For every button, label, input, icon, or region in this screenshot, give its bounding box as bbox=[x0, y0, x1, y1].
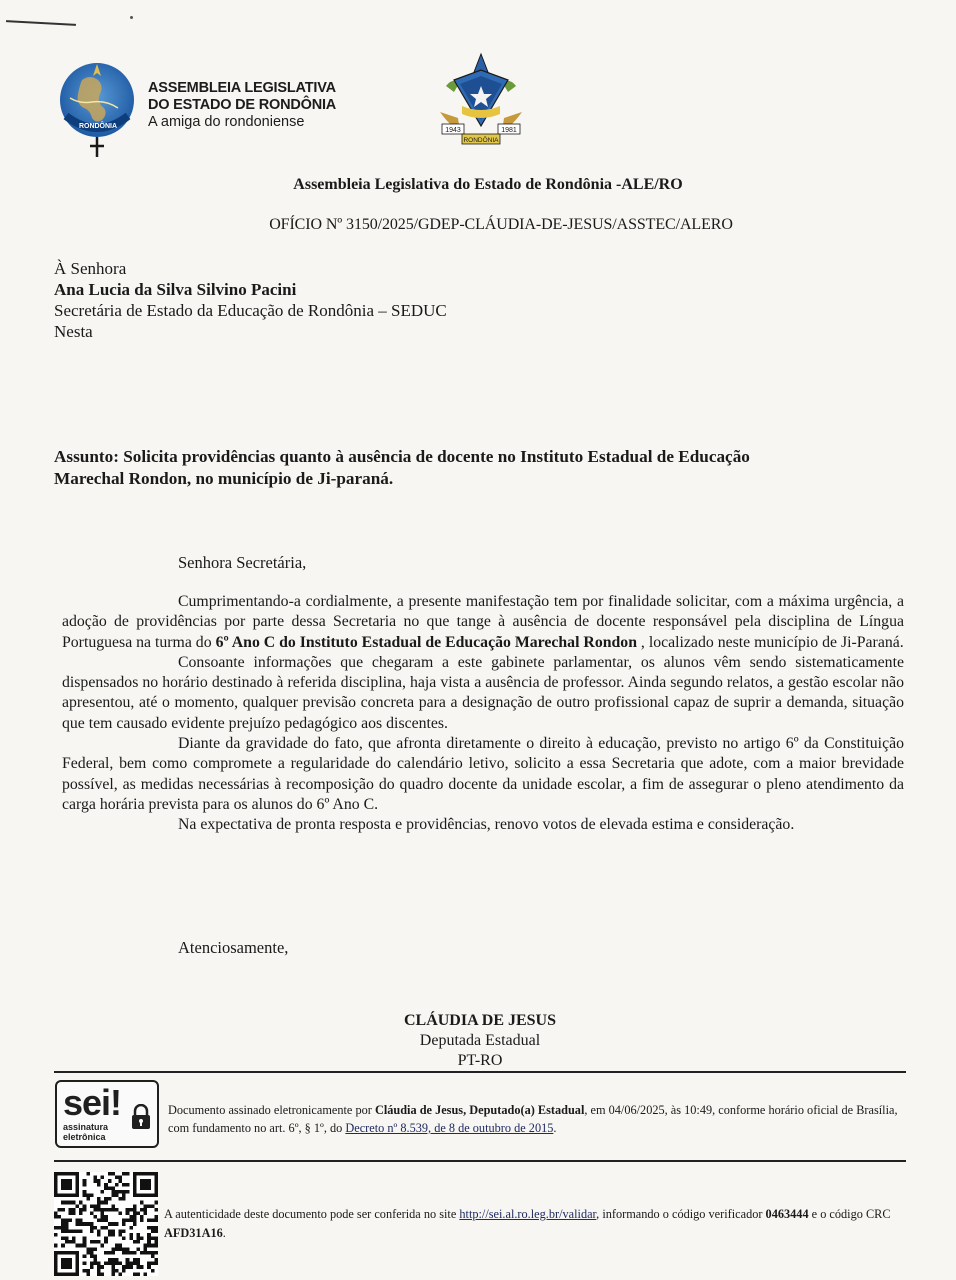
rondonia-coat-of-arms-icon bbox=[432, 50, 530, 148]
greeting: Senhora Secretária, bbox=[178, 553, 307, 572]
decree-link[interactable]: Decreto nº 8.539, de 8 de outubro de 2015 bbox=[345, 1121, 554, 1135]
paragraph-1-emphasis: 6º Ano C do Instituto Estadual de Educação Marechal Rondon bbox=[215, 633, 637, 651]
scan-artifact-dot bbox=[130, 16, 133, 19]
institution-title: Assembleia Legislativa do Estado de Rondônia -ALE/RO bbox=[293, 176, 683, 193]
paragraph-2: Consoante informações que chegaram a este gabinete parlamentar, os alunos vêm sendo sistematicamente dispensados no horário destinado à referida disciplina, haja vista a ausência de professor. Ainda segundo relatos, a gestão escolar não apresentou, até o momento, qualquer previsão concreta para a designação de outro profissional capaz de suprir a demanda, situação que tem causado evidente prejuízo pedagógico aos discentes. bbox=[62, 653, 904, 732]
footer-divider-top bbox=[54, 1071, 906, 1073]
crest-year-left: 1943 bbox=[445, 127, 461, 134]
ale-globe-logo-icon bbox=[52, 58, 142, 163]
paragraph-1: Cumprimentando-a cordialmente, a presente manifestação tem por finalidade solicitar, com a máxima urgência, a adoção de providências por parte dessa Secretaria no que tange à ausência de docente responsável pela disciplina de Língua Portuguesa na turma do 6º Ano C do Instituto Estadual de Educação Marechal Rondon , localizado neste município de Ji-Paraná. bbox=[62, 593, 904, 651]
electronic-signature-notice: Documento assinado eletronicamente por Cláudia de Jesus, Deputado(a) Estadual, em 04/06/2025, às 10:49, conforme horário oficial de Brasília, com fundamento no art. 6º, § 1º, do Decreto nº 8.539, de 8 de outubro de 2015. bbox=[168, 1103, 898, 1135]
ale-wordmark-slogan: A amiga do rondoniense bbox=[148, 114, 305, 130]
signature-signer: Cláudia de Jesus, Deputado(a) Estadual bbox=[374, 1103, 585, 1117]
signer-name: CLÁUDIA DE JESUS bbox=[403, 1012, 557, 1029]
signer-party: PT-RO bbox=[457, 1052, 503, 1069]
signer-role: Deputada Estadual bbox=[419, 1032, 541, 1049]
closing: Atenciosamente, bbox=[178, 938, 289, 957]
subject-line-1: Assunto: Solicita providências quanto à ausência de docente no Instituto Estadual de Educação bbox=[54, 447, 750, 466]
verification-code: 0463444 bbox=[765, 1207, 809, 1221]
validation-link[interactable]: http://sei.al.ro.leg.br/validar bbox=[459, 1207, 597, 1221]
scan-artifact-line bbox=[6, 20, 76, 26]
sei-logo-text: sei! bbox=[63, 1082, 122, 1123]
footer-divider-bottom bbox=[54, 1160, 906, 1162]
letter-body bbox=[62, 592, 904, 836]
sei-logo-subtitle: assinatura eletrônica bbox=[63, 1122, 109, 1142]
recipient-name: Ana Lucia da Silva Silvino Pacini bbox=[54, 280, 297, 299]
recipient-location: Nesta bbox=[54, 322, 93, 341]
ale-wordmark-line2: DO ESTADO DE RONDÔNIA bbox=[148, 97, 337, 113]
qr-code-icon bbox=[54, 1172, 158, 1276]
ale-logo-ring-label bbox=[68, 112, 128, 136]
lock-icon bbox=[129, 1104, 153, 1130]
subject-block bbox=[54, 446, 854, 490]
ale-logo-ring-text: RONDÔNIA bbox=[78, 123, 118, 130]
ale-wordmark bbox=[148, 80, 336, 131]
paragraph-3: Diante da gravidade do fato, que afronta diretamente o direito à educação, previsto no artigo 6º da Constituição Federal, bem como compromete a regularidade do calendário letivo, solicito a essa Secretaria que adote, com a maior brevidade possível, as medidas necessárias à recomposição do quadro docente da unidade escolar, a fim de assegurar o pleno atendimento da carga horária prevista para os alunos do 6º Ano C. bbox=[62, 735, 904, 813]
oficio-number: OFÍCIO Nº 3150/2025/GDEP-CLÁUDIA-DE-JESUS/ASSTEC/ALERO bbox=[269, 216, 733, 233]
crest-banner-text: RONDÔNIA bbox=[463, 137, 499, 144]
recipient-salutation: À Senhora bbox=[54, 259, 127, 278]
signature-block bbox=[280, 1011, 680, 1071]
recipient-role: Secretária de Estado da Educação de Rondônia – SEDUC bbox=[54, 301, 447, 320]
crc-code: AFD31A16 bbox=[164, 1226, 223, 1240]
paragraph-4: Na expectativa de pronta resposta e providências, renovo votos de elevada estima e consideração. bbox=[178, 816, 795, 834]
sei-electronic-signature-badge bbox=[55, 1080, 159, 1148]
recipient-block bbox=[54, 258, 447, 342]
crest-year-right: 1981 bbox=[501, 127, 517, 134]
ale-wordmark-line1: ASSEMBLEIA LEGISLATIVA bbox=[148, 80, 336, 96]
authenticity-notice: A autenticidade deste documento pode ser conferida no site http://sei.al.ro.leg.br/validar, informando o código verificador 0463444 e o código CRC AFD31A16. bbox=[164, 1207, 891, 1240]
subject-line-2: Marechal Rondon, no município de Ji-paraná. bbox=[54, 469, 394, 488]
